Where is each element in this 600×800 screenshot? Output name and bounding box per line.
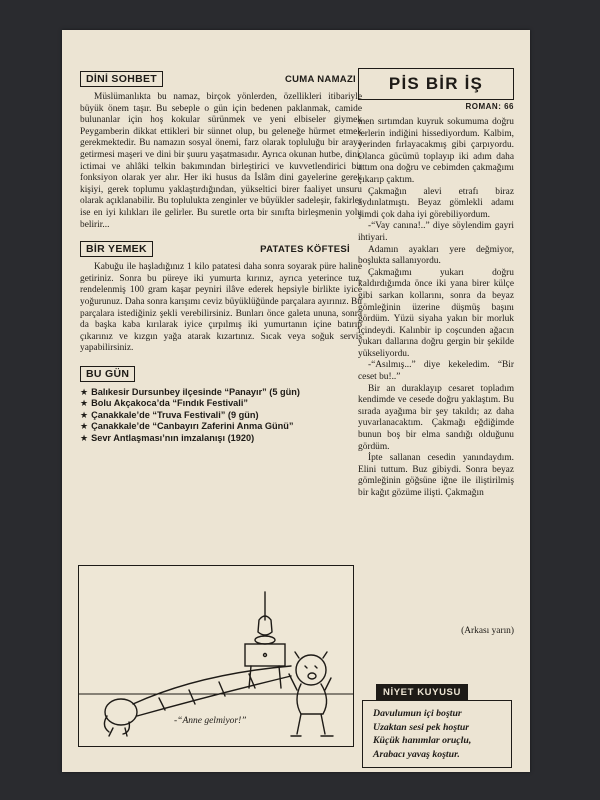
serial-paragraph: men sırtımdan kuyruk sokumuma doğru terlerin indiğini hissediyordum. Kalbim, yerinden fırlayacakmış gibi çarpıyordu. Olanca gücümü toplayıp iki adım daha attım ona doğru ve cebimden çakmağımı çıkarıp çaktım. [358,117,514,185]
cartoon-caption: -“Anne gelmiyor!” [174,716,247,726]
sohbet-tag: DİNİ SOHBET [80,71,163,87]
sohbet-header [80,70,362,88]
serial-paragraph: Çakmağımı yukarı doğru kaldırdığımda önce iki yana birer külçe gibi sarkan kollarını, sonra da beyaz gömleğinin üzerine düşmüş başını gördüm. Yüzü siyaha yakın bir morluk içindeydi. Kalınbir ip coşcunden ağacın yukarı dallarına doğru gergin bir şekilde yükseliyordu. [358,267,514,359]
bugun-header [80,365,362,383]
niyet-line: Uzaktan sesi pek hoştur [373,721,470,733]
sohbet-title: CUMA NAMAZI [284,73,356,85]
yemek-header [80,240,362,258]
niyet-kuyusu [362,684,520,772]
yemek-tag: BİR YEMEK [80,241,153,257]
niyet-tag: NİYET KUYUSU [376,684,468,701]
bugun-item: ★ Çanakkale’de “Canbayırı Zaferini Anma Günü” [80,421,294,432]
serial-text [358,117,514,500]
serial-title: PİS BİR İŞ [358,68,514,100]
bugun-item: ★ Sevr Antlaşması’nın imzalanışı (1920) [80,432,255,443]
niyet-line: Küçük hanımlar oruçlu, [373,735,472,747]
serial-paragraph: Bir an duraklayıp cesaret topladım kendimde ve cesede doğru yaklaştım. Bu sırada ayağıma bir şey takıldı; az daha yuvarlanacaktım. Çakmağı eğdiğimde bunun boş bir elma sandığı olduğunu gördüm. [358,383,514,452]
yemek-title: PATATES KÖFTESİ [260,243,350,255]
newspaper-page [62,30,530,772]
bugun-item: ★ Balıkesir Dursunbey ilçesinde “Panayır” (5 gün) [80,386,300,397]
niyet-line: Arabacı yavaş koştur. [373,748,460,760]
serial-paragraph: Çakmağın alevi etrafı biraz aydınlatmıştı. Beyaz gömlekli adamı şimdi çok daha iyi görebiliyordum. [358,186,514,220]
bugun-item: ★ Çanakkale’de “Truva Festivali” (9 gün) [80,409,259,420]
serial-paragraph: Adamın ayakları yere değmiyor, boşlukta sallanıyordu. [358,244,514,267]
star-icon: ★ [80,409,89,420]
continued-note: (Arkası yarın) [461,626,514,636]
niyet-line: Davulumun içi boştur [373,708,462,719]
cartoon-panel [78,565,354,747]
roman-number: ROMAN: 66 [465,102,514,111]
yemek-text: Kabuğu ile haşladığınız 1 kilo patatesi daha sonra soyarak püre haline getiriniz. Sonra bu püreye iki yumurta kırınız, ayrıca yeterince tuz, rendelenmiş 100 gram kaşar peyniri ilâve ederek hepsiyle birlikte iyice yoğurunuz. Daha sonra karışımı ceviz büyüklüğünde parçalara ayırınız. Bu parçalara istediğiniz şekli verebilirsiniz. Bunları önce galeta ununa, sonra da başka kaba kırılarak iyice çırpılmış iki yumurtanın içine batırıp çıkarınız ve kızgın yağa atarak kızartınız. Sıcak veya soğuk servis yapabilirsiniz. [80,262,362,354]
star-icon: ★ [80,421,89,432]
right-column [358,68,514,500]
bugun-list [80,387,362,444]
niyet-box [362,700,512,768]
bugun-item: ★ Bolu Akçakoca’da “Fındık Festivali” [80,398,248,409]
star-icon: ★ [80,386,89,397]
star-icon: ★ [80,432,89,443]
serial-paragraph: -“Asılmış...” diye kekeledim. “Bir ceset bu!..” [358,360,514,383]
serial-paragraph: İpte sallanan cesedin yanındaydım. Elini tuttum. Buz gibiydi. Sonra beyaz gömleğinin göğsüne iğne ile iliştirilmiş bir kağıt gözüme ilişti. Çakmağın [358,453,514,498]
sohbet-text: Müslümanlıkta bu namaz, birçok yönlerden, özellikleri itibariyle büyük önem taşır. Bu sebeple o gün için bedenen paklanmak, camide bulunanlar için hoş kokular sürünmek ve yeni elbiseler giymek Peygamberin dikkat ettikleri bir sünnet olup, bu geleneğe hürmet etmek gerekmektedir. Bu namazın sosyal önemi, farz olarak topluluğu bir araya getirmesi maşeri ve dini bir şuuru yaşatmasıdır. Ayrıca okunan hutbe, dini, ictimai ve ahlâki telkin bakımından birleştirici ve kuvvetlendirici bir fonksiyon olarak yer alır. Her iki husus da İslâm dini gayelerine gerek kişiyi, gerek toplumu yaklaştırdığından, yükseltici birer faaliyet unsuru olarak açıklanabilir. Bu toplulukta zenginler ve büyükler sadeleşir, fakirler ise en iyi kılıkları ile gelirler. Bu suretle orta bir sınıfta birleşmenin yolu belirir... [80,92,362,230]
bugun-tag: BU GÜN [80,366,135,382]
serial-paragraph: -“Vay canına!..” diye söylendim gayri ihtiyari. [358,221,514,243]
star-icon: ★ [80,398,89,409]
left-column [80,70,362,444]
